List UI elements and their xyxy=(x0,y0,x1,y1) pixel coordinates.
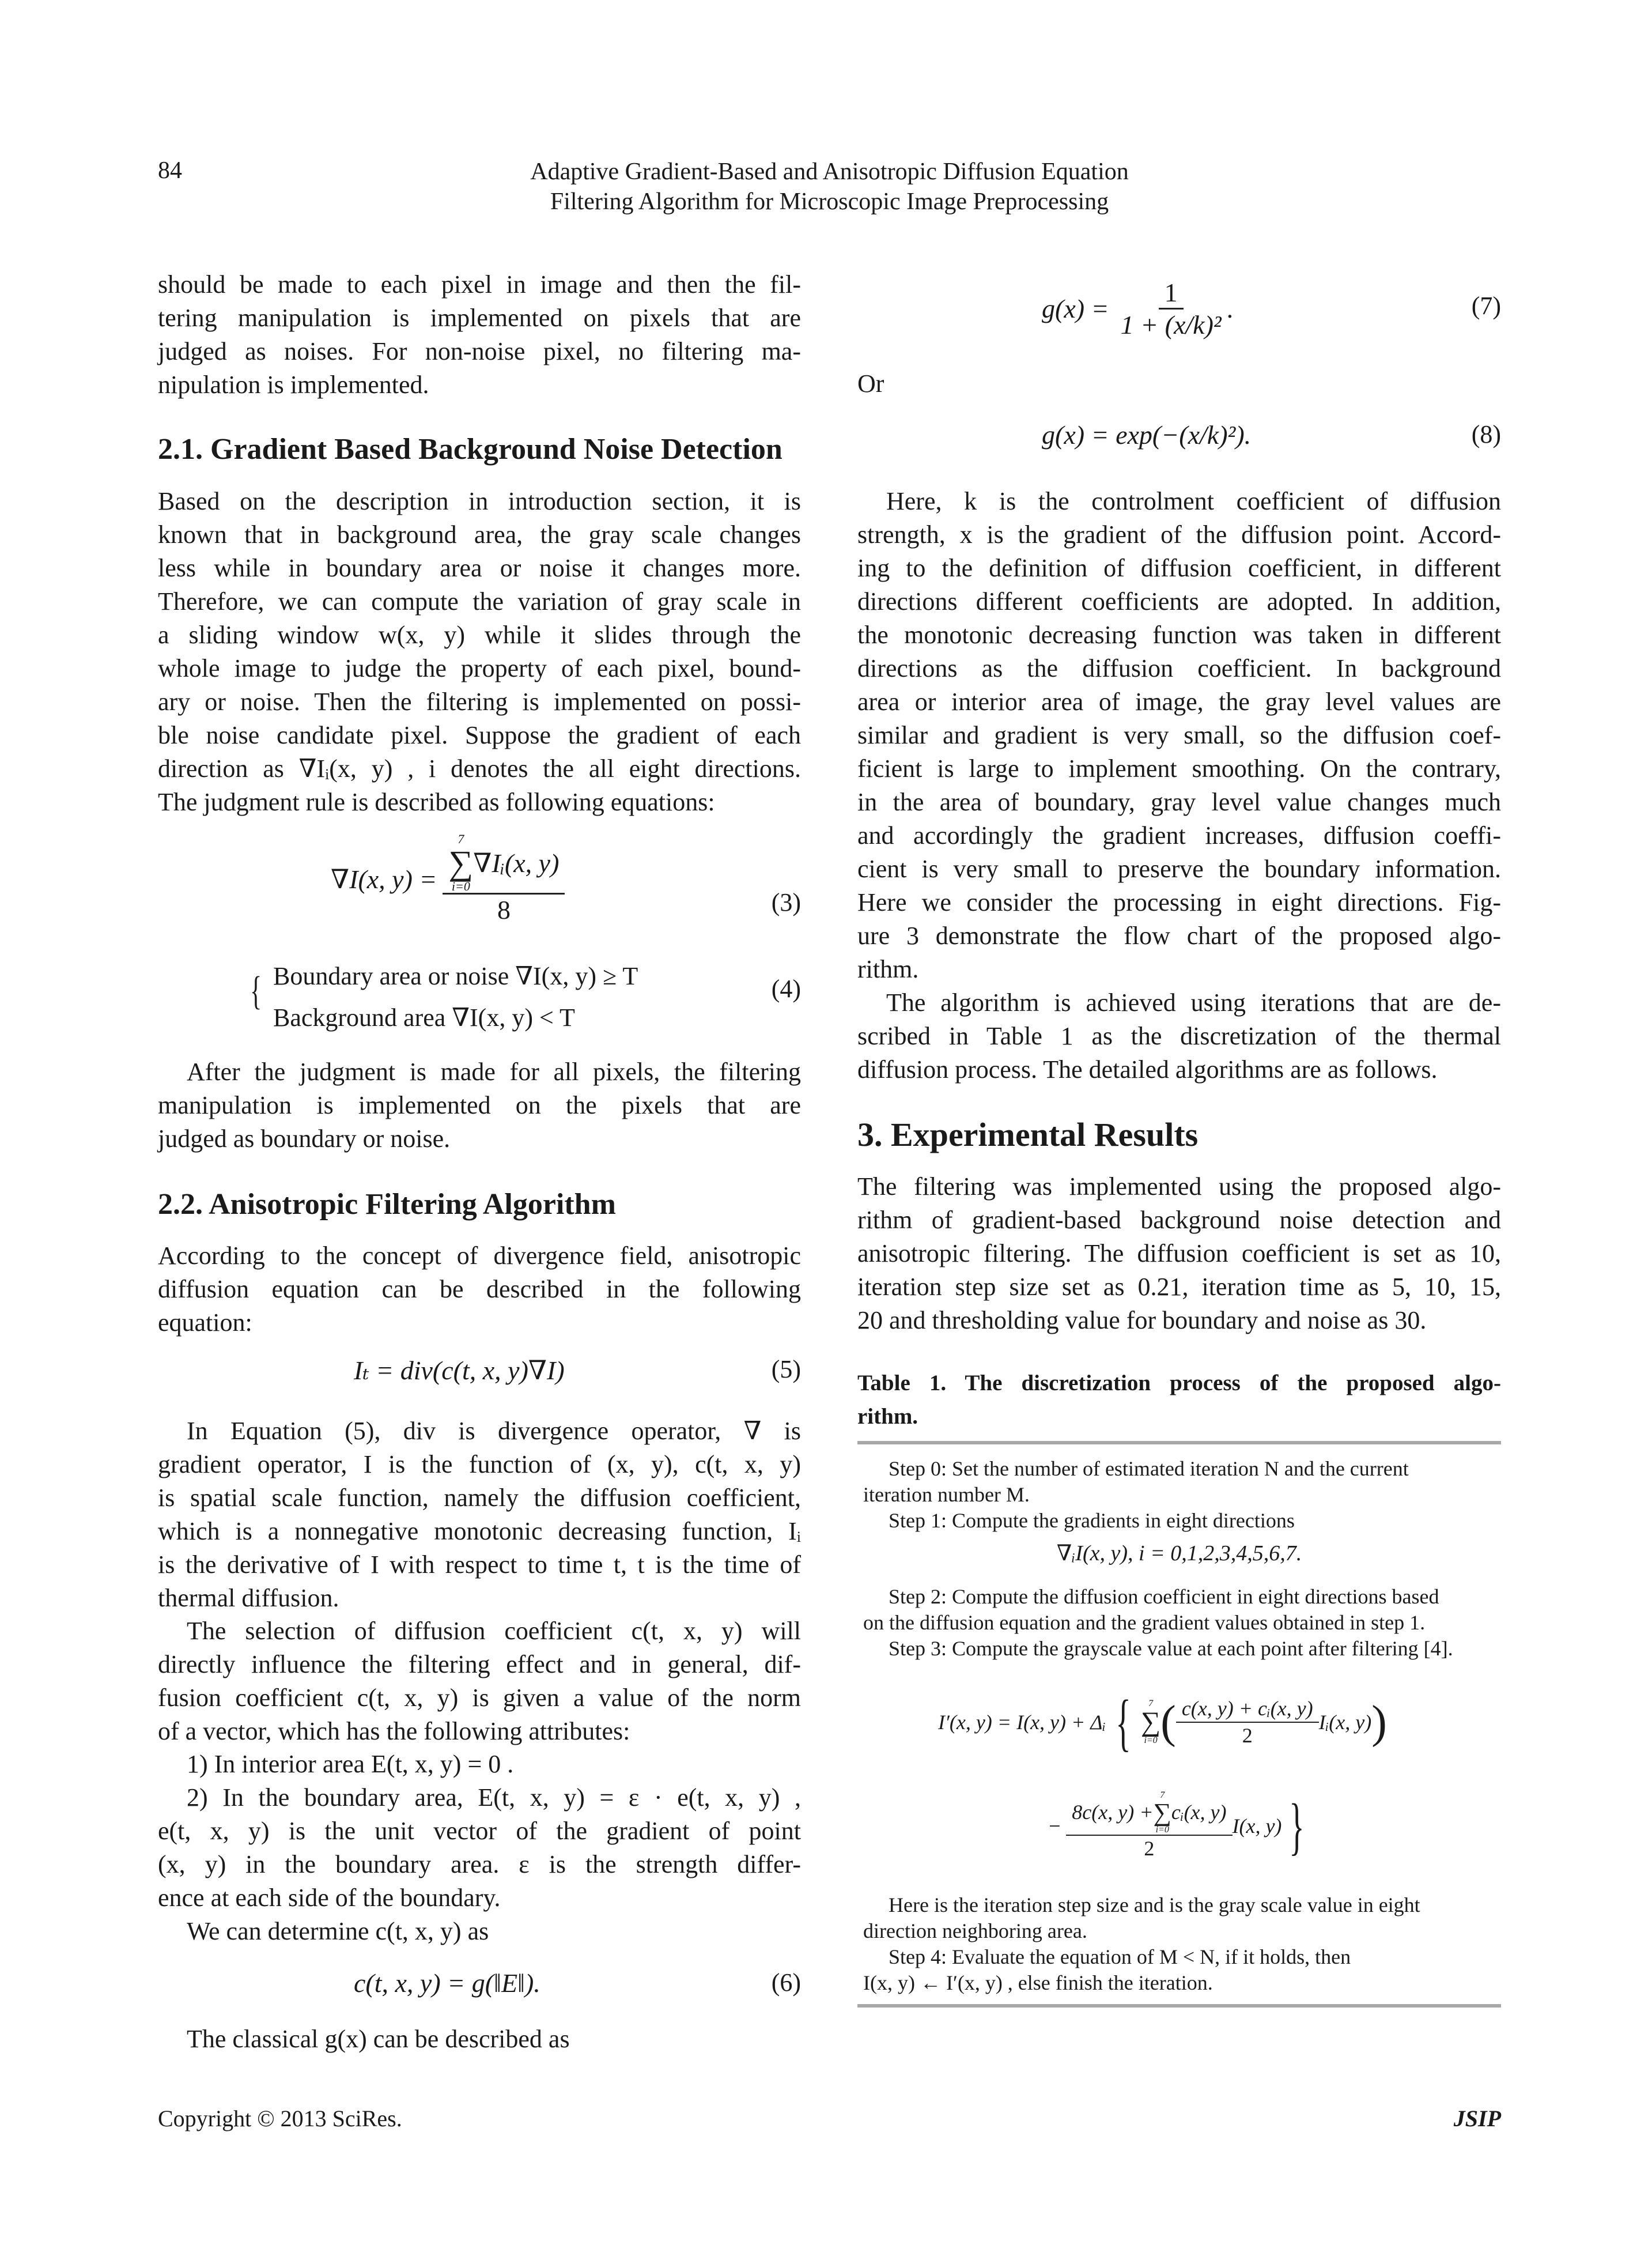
equation-4: { Boundary area or noise ∇I(x, y) ≥ T Background area ∇I(x, y) < T (4) xyxy=(158,951,801,1035)
running-title-line: Filtering Algorithm for Microscopic Image Preprocessing xyxy=(550,188,1109,215)
text-line: the monotonic decreasing function was taken in different xyxy=(857,621,1501,649)
paragraph-diffusion-coefficient xyxy=(158,1614,801,1748)
text-line: directions as the diffusion coefficient. In background xyxy=(857,654,1501,682)
or-text: Or xyxy=(857,369,884,398)
text-line: whole image to judge the property of each pixel, bound- xyxy=(158,654,801,682)
text-line: Therefore, we can compute the variation of gray scale in xyxy=(158,587,801,616)
eq7-denominator: 1 + (x/k)² xyxy=(1120,310,1222,339)
table-gradient-equation: ∇ᵢI(x, y), i = 0,1,2,3,4,5,6,7. xyxy=(1056,1541,1302,1565)
table-caption xyxy=(857,1369,1501,1436)
table-line: direction neighboring area. xyxy=(863,1919,1087,1942)
eq3-denominator: 8 xyxy=(497,895,511,925)
update-eq-term1: Iᵢ(x, y) xyxy=(1318,1710,1372,1734)
text-line: The selection of diffusion coefficient c(t, x, y) will xyxy=(187,1617,801,1645)
table-step-4 xyxy=(863,1944,1495,1996)
sum-upper-limit: 7 xyxy=(1160,1790,1165,1800)
eq7-lhs: g(x) = xyxy=(1042,293,1109,323)
text-line: area or interior area of image, the gray level values are xyxy=(857,688,1501,716)
text-line: ing to the definition of diffusion coefficient, in different xyxy=(857,554,1501,582)
text-line: equation: xyxy=(158,1308,252,1337)
text-line: In Equation (5), div is divergence operator, ∇ is xyxy=(187,1417,801,1445)
table-step-2 xyxy=(863,1584,1495,1636)
text-line: Here, k is the controlment coefficient of diffusion xyxy=(886,487,1501,515)
table-line: I(x, y) ← I′(x, y) , else finish the iteration. xyxy=(863,1971,1213,1994)
text-line: judged as boundary or noise. xyxy=(158,1125,451,1153)
equation-number: (5) xyxy=(771,1355,801,1383)
table-step-0 xyxy=(863,1456,1495,1508)
equation-number: (8) xyxy=(1471,420,1501,448)
text-line: 2) In the boundary area, E(t, x, y) = ε · e(t, x, y) , xyxy=(187,1783,801,1812)
text-line: cient is very small to preserve the boundary information. xyxy=(857,855,1501,883)
text-line: thermal diffusion. xyxy=(158,1584,339,1612)
equation-number: (7) xyxy=(1471,292,1501,320)
equation-number: (4) xyxy=(771,975,801,1003)
text-line: Based on the description in introduction section, it is xyxy=(158,487,801,515)
eq8-text: g(x) = exp(−(x/k)²). xyxy=(1042,420,1252,450)
table-step-1: Step 1: Compute the gradients in eight directions xyxy=(889,1509,1295,1532)
eq6-text: c(t, x, y) = g(‖E‖). xyxy=(354,1968,540,1998)
text-line: should be made to each pixel in image and then the fil- xyxy=(158,270,801,299)
page-number: 84 xyxy=(158,157,182,184)
update-eq-term2: I(x, y) xyxy=(1232,1814,1282,1837)
paragraph-intro-continued xyxy=(158,268,801,402)
text-line: is the derivative of I with respect to time t, t is the time of xyxy=(158,1550,801,1579)
running-title-line: Adaptive Gradient-Based and Anisotropic Diffusion Equation xyxy=(530,159,1129,185)
text-line: ure 3 demonstrate the flow chart of the proposed algo- xyxy=(857,922,1501,950)
paragraph-divergence xyxy=(158,1239,801,1340)
equation-3 xyxy=(158,830,801,928)
text-line: Table 1. The discretization process of the proposed algo- xyxy=(857,1371,1501,1395)
text-line: rithm of gradient-based background noise detection and xyxy=(857,1206,1501,1234)
text-line: ary or noise. Then the filtering is implemented on possi- xyxy=(158,688,801,716)
text-line: The filtering was implemented using the proposed algo- xyxy=(857,1172,1501,1201)
text-line: tering manipulation is implemented on pixels that are xyxy=(158,304,801,332)
paragraph-judgment xyxy=(158,1055,801,1156)
eq3-lhs: ∇I(x, y) = xyxy=(331,865,437,894)
sum-lower-limit: i=0 xyxy=(451,879,470,893)
text-line: scribed in Table 1 as the discretization of the thermal xyxy=(857,1022,1501,1050)
list-item-boundary xyxy=(158,1781,801,1915)
text-line: The judgment rule is described as following equations: xyxy=(158,788,715,816)
equation-6 xyxy=(158,1968,801,2002)
eq7-numerator: 1 xyxy=(1159,277,1184,310)
paragraph-classical xyxy=(158,2023,801,2056)
paragraph-experimental xyxy=(857,1170,1501,1337)
table-1 xyxy=(857,1441,1501,2008)
equation-5 xyxy=(158,1354,801,1389)
paragraph-noise-detection xyxy=(158,485,801,819)
text-line: rithm. xyxy=(857,955,919,983)
equation-7 xyxy=(857,268,1501,349)
frac2-numerator-a: 8c(x, y) + xyxy=(1072,1801,1154,1824)
eq3-numerator: ∇Iᵢ(x, y) xyxy=(473,848,560,878)
footer-journal: JSIP xyxy=(1453,2106,1501,2131)
paragraph-equation-5-explanation xyxy=(158,1414,801,1615)
update-eq-lhs: I′(x, y) = I(x, y) + Δᵢ xyxy=(938,1710,1106,1734)
eq4-background-condition: Background area ∇I(x, y) < T xyxy=(273,1003,575,1032)
table-line: Step 4: Evaluate the equation of M < N, if it holds, then xyxy=(889,1945,1351,1968)
text-line: e(t, x, y) is the unit vector of the gradient of point xyxy=(158,1817,801,1845)
section-heading-2-1: 2.1. Gradient Based Background Noise Detection xyxy=(158,433,782,466)
table-update-equation: I′(x, y) = I(x, y) + Δᵢ { 7 ∑ i=0 ( $\frac{\text{c(x, y) + cᵢ(x, y)}}{2}$ Iᵢ(x, y) ) − 8c(x, y) + 7 ∑ i=0 cᵢ(x, y) 2 I(x, y) } xyxy=(938,1687,1387,1861)
paragraph-diffusion-explanation xyxy=(857,485,1501,986)
table-note xyxy=(863,1892,1495,1944)
table-line: Step 2: Compute the diffusion coefficient in eight directions based xyxy=(889,1585,1439,1608)
text-line: fusion coefficient c(t, x, y) is given a value of the norm xyxy=(158,1684,801,1712)
text-line: 1) In interior area E(t, x, y) = 0 . xyxy=(187,1750,514,1778)
list-item-interior xyxy=(158,1748,801,1781)
minus-sign: − xyxy=(1048,1814,1062,1837)
text-line: The classical g(x) can be described as xyxy=(187,2025,570,2053)
text-line: judged as noises. For non-noise pixel, no filtering ma- xyxy=(158,337,801,365)
text-line: ence at each side of the boundary. xyxy=(158,1884,501,1912)
table-bottom-rule xyxy=(857,2004,1501,2008)
sum-sign: ∑ xyxy=(1153,1798,1171,1827)
text-line: The algorithm is achieved using iterations that are de- xyxy=(886,988,1501,1017)
text-line: gradient operator, I is the function of (x, y), c(t, x, y) xyxy=(158,1450,801,1478)
text-line: 20 and thresholding value for boundary and noise as 30. xyxy=(857,1306,1427,1334)
text-line: diffusion process. The detailed algorithms are as follows. xyxy=(857,1055,1438,1084)
paragraph-determine xyxy=(158,1915,801,1948)
sum-lower-limit: i=0 xyxy=(1155,1824,1169,1835)
frac1-denominator: 2 xyxy=(1242,1724,1253,1747)
sum-upper-limit: 7 xyxy=(458,832,464,846)
text-line: We can determine c(t, x, y) as xyxy=(187,1917,489,1945)
text-line: (x, y) in the boundary area. ε is the strength differ- xyxy=(158,1850,801,1878)
frac2-denominator: 2 xyxy=(1144,1836,1155,1860)
equation-8 xyxy=(857,420,1501,454)
text-line: strength, x is the gradient of the diffusion point. Accord- xyxy=(857,520,1501,549)
text-line: and accordingly the gradient increases, diffusion coeffi- xyxy=(857,821,1501,850)
table-line: Here is the iteration step size and is the gray scale value in eight xyxy=(889,1893,1420,1916)
section-heading-3: 3. Experimental Results xyxy=(857,1116,1199,1153)
text-line: which is a nonnegative monotonic decreasing function, Iᵢ xyxy=(158,1517,801,1545)
table-line: iteration number M. xyxy=(863,1483,1030,1506)
eq4-boundary-condition: Boundary area or noise ∇I(x, y) ≥ T xyxy=(273,962,638,990)
frac2-numerator-b: cᵢ(x, y) xyxy=(1171,1801,1227,1824)
frac1-numerator: c(x, y) + cᵢ(x, y) xyxy=(1176,1696,1319,1723)
text-line: iteration step size set as 0.21, iteration time as 5, 10, 15, xyxy=(857,1273,1501,1301)
eq5-text: Iₜ = div(c(t, x, y)∇I) xyxy=(354,1356,565,1385)
equation-number: (3) xyxy=(771,888,801,916)
table-step-3: Step 3: Compute the grayscale value at each point after filtering [4]. xyxy=(889,1637,1453,1660)
text-line: rithm. xyxy=(857,1404,918,1429)
running-title xyxy=(158,157,1501,217)
eq7-period: . xyxy=(1227,293,1234,323)
text-line: of a vector, which has the following attributes: xyxy=(158,1717,630,1745)
text-line: known that in background area, the gray scale changes xyxy=(158,520,801,549)
text-line: Here we consider the processing in eight directions. Fig- xyxy=(857,888,1501,916)
sum-lower-limit: i=0 xyxy=(1144,1735,1158,1745)
text-line: ficient is large to implement smoothing. On the contrary, xyxy=(857,754,1501,783)
table-line: Step 0: Set the number of estimated iteration N and the current xyxy=(889,1457,1409,1480)
text-line: less while in boundary area or noise it changes more. xyxy=(158,554,801,582)
sum-sign: ∑ xyxy=(448,844,474,882)
text-line: in the area of boundary, gray level value changes much xyxy=(857,788,1501,816)
text-line: directions different coefficients are adopted. In addition, xyxy=(857,587,1501,616)
text-line: direction as ∇Iᵢ(x, y) , i denotes the all eight directions. xyxy=(158,754,801,783)
footer-copyright: Copyright © 2013 SciRes. xyxy=(158,2106,402,2131)
text-line: According to the concept of divergence field, anisotropic xyxy=(158,1242,801,1270)
equation-number: (6) xyxy=(771,1968,801,1997)
paragraph-algorithm xyxy=(857,986,1501,1086)
text-line: is spatial scale function, namely the diffusion coefficient, xyxy=(158,1484,801,1512)
text-line: anisotropic filtering. The diffusion coefficient is set as 10, xyxy=(857,1239,1501,1267)
text-line: similar and gradient is very small, so the diffusion coef- xyxy=(857,721,1501,749)
text-line: directly influence the filtering effect and in general, dif- xyxy=(158,1650,801,1678)
table-line: on the diffusion equation and the gradient values obtained in step 1. xyxy=(863,1611,1426,1634)
text-line: ble noise candidate pixel. Suppose the gradient of each xyxy=(158,721,801,749)
sum-sign: ∑ xyxy=(1140,1707,1161,1737)
text-line: a sliding window w(x, y) while it slides through the xyxy=(158,621,801,649)
text-line: diffusion equation can be described in the following xyxy=(158,1275,801,1303)
text-line: nipulation is implemented. xyxy=(158,371,429,399)
section-heading-2-2: 2.2. Anisotropic Filtering Algorithm xyxy=(158,1188,616,1221)
text-line: manipulation is implemented on the pixels that are xyxy=(158,1091,801,1119)
sum-upper-limit: 7 xyxy=(1148,1699,1154,1708)
text-line: After the judgment is made for all pixels, the filtering xyxy=(187,1058,801,1086)
